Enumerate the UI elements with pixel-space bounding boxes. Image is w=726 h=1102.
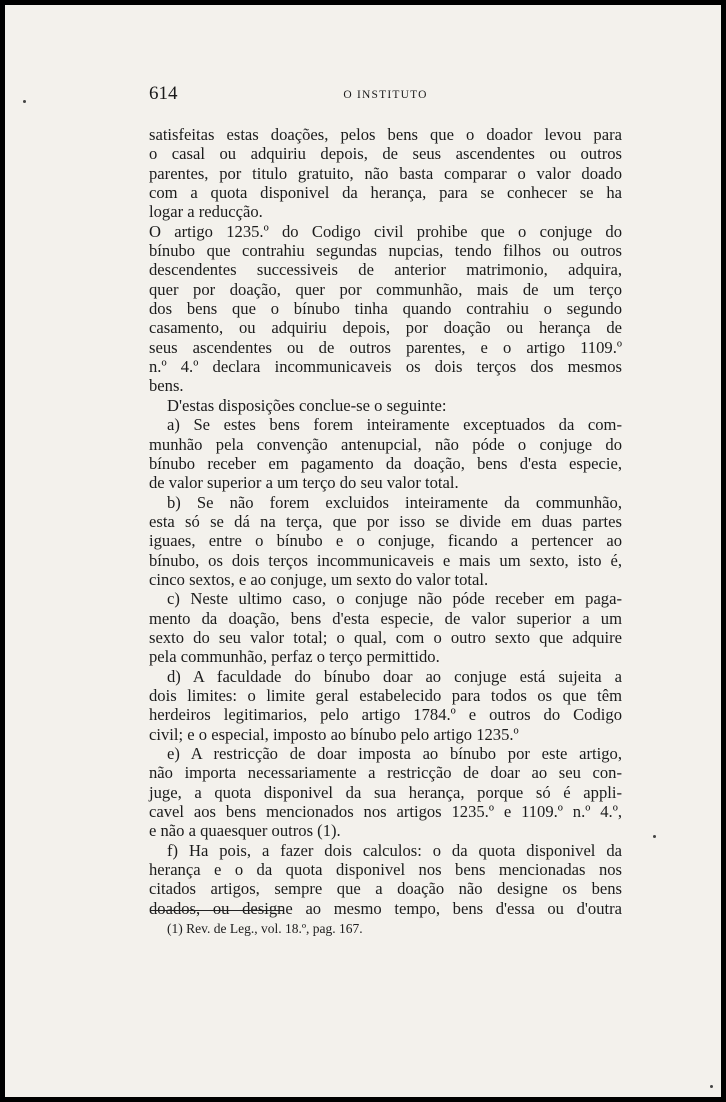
text-line: e) A restricção de doar imposta ao bínubo por este artigo, xyxy=(167,744,622,763)
paper-speck xyxy=(653,835,656,838)
text-line: O artigo 1235.º do Codigo civil prohibe que o conjuge do xyxy=(149,221,622,241)
text-line: esta só se dá na terça, que por isso se divide em duas partes xyxy=(149,511,622,531)
text-line: herdeiros legitimarios, pelo artigo 1784.º e outros do Codigo xyxy=(149,705,622,725)
text-line: dos bens que o bínubo tinha quando contrahiu o segundo xyxy=(149,299,622,319)
text-line: munhão pela convenção antenupcial, não póde o conjuge do xyxy=(149,434,622,454)
page-header xyxy=(149,83,622,107)
text-line: com a quota disponivel da herança, para se conhecer se ha xyxy=(149,183,622,203)
text-line: a) Se estes bens forem inteiramente exceptuados da com- xyxy=(167,415,622,435)
text-line: parentes, por titulo gratuito, não basta comparar o valor doado xyxy=(149,163,622,183)
text-line: cavel aos bens mencionados nos artigos 1235.º e 1109.º n.º 4.º, xyxy=(149,802,622,822)
page-number: 614 xyxy=(149,83,178,104)
paper-speck xyxy=(710,1085,713,1088)
footnote-rule xyxy=(151,910,283,911)
text-line: logar a reducção. xyxy=(149,202,263,222)
text-line: casamento, ou adquiriu depois, por doação ou herança de xyxy=(149,318,622,338)
text-line: satisfeitas estas doações, pelos bens que o doador levou para xyxy=(149,125,622,144)
text-line: bínubo receber em pagamento da doação, bens d'esta especie, xyxy=(149,453,622,473)
text-line: pela communhão, perfaz o terço permittido. xyxy=(149,647,440,667)
text-line: cinco sextos, e ao conjuge, um sexto do valor total. xyxy=(149,569,489,589)
running-title: O INSTITUTO xyxy=(343,89,428,101)
text-line: quer por doação, quer por communhão, mais de um terço xyxy=(149,279,622,299)
text-line: civil; e o especial, imposto ao bínubo pelo artigo 1235.º xyxy=(149,724,519,744)
text-line: descendentes successiveis de anterior matrimonio, adquira, xyxy=(149,260,622,280)
text-line: dois limites: o limite geral estabelecido para todos os que têm xyxy=(149,685,622,705)
text-line: D'estas disposições conclue-se o seguinte: xyxy=(167,395,447,415)
text-line: sexto do seu valor total; o qual, com o outro sexto que adquire xyxy=(149,627,622,647)
text-line: de valor superior a um terço do seu valor total. xyxy=(149,473,459,493)
text-line: b) Se não forem excluidos inteiramente da communhão, xyxy=(167,492,622,512)
text-line: e não a quaesquer outros (1). xyxy=(149,821,341,841)
text-line: mento da doação, bens d'esta especie, de valor superior a um xyxy=(149,608,622,628)
text-line: o casal ou adquiriu depois, de seus ascendentes ou outros xyxy=(149,144,622,164)
text-line: doados, ou designe ao mesmo tempo, bens d'essa ou d'outra xyxy=(149,898,622,918)
text-line: bínubo, os dois terços incommunicaveis e mais um sexto, isto é, xyxy=(149,550,622,570)
text-line: bínubo que contrahiu segundas nupcias, tendo filhos ou outros xyxy=(149,241,622,261)
book-page xyxy=(5,5,721,1097)
text-line: d) A faculdade do bínubo doar ao conjuge está sujeita a xyxy=(167,666,622,686)
text-line: herança e o da quota disponivel nos bens mencionadas nos xyxy=(149,860,622,880)
text-line: juge, a quota disponivel da sua herança, porque só é appli- xyxy=(149,782,622,802)
text-line: seus ascendentes ou de outros parentes, e o artigo 1109.º xyxy=(149,337,622,357)
text-line: citados artigos, sempre que a doação não designe os bens xyxy=(149,879,622,899)
text-line: iguaes, entre o bínubo e o conjuge, ficando a pertencer ao xyxy=(149,531,622,551)
paper-speck xyxy=(23,100,26,103)
text-line: f) Ha pois, a fazer dois calculos: o da quota disponivel da xyxy=(167,840,622,860)
text-line: n.º 4.º declara incommunicaveis os dois terços dos mesmos xyxy=(149,357,622,377)
footnote: (1) Rev. de Leg., vol. 18.º, pag. 167. xyxy=(167,921,363,936)
text-line: bens. xyxy=(149,376,184,396)
text-line: c) Neste ultimo caso, o conjuge não póde receber em paga- xyxy=(167,589,622,609)
body-text xyxy=(149,125,622,918)
text-line: não importa necessariamente a restricção de doar ao seu con- xyxy=(149,763,622,783)
